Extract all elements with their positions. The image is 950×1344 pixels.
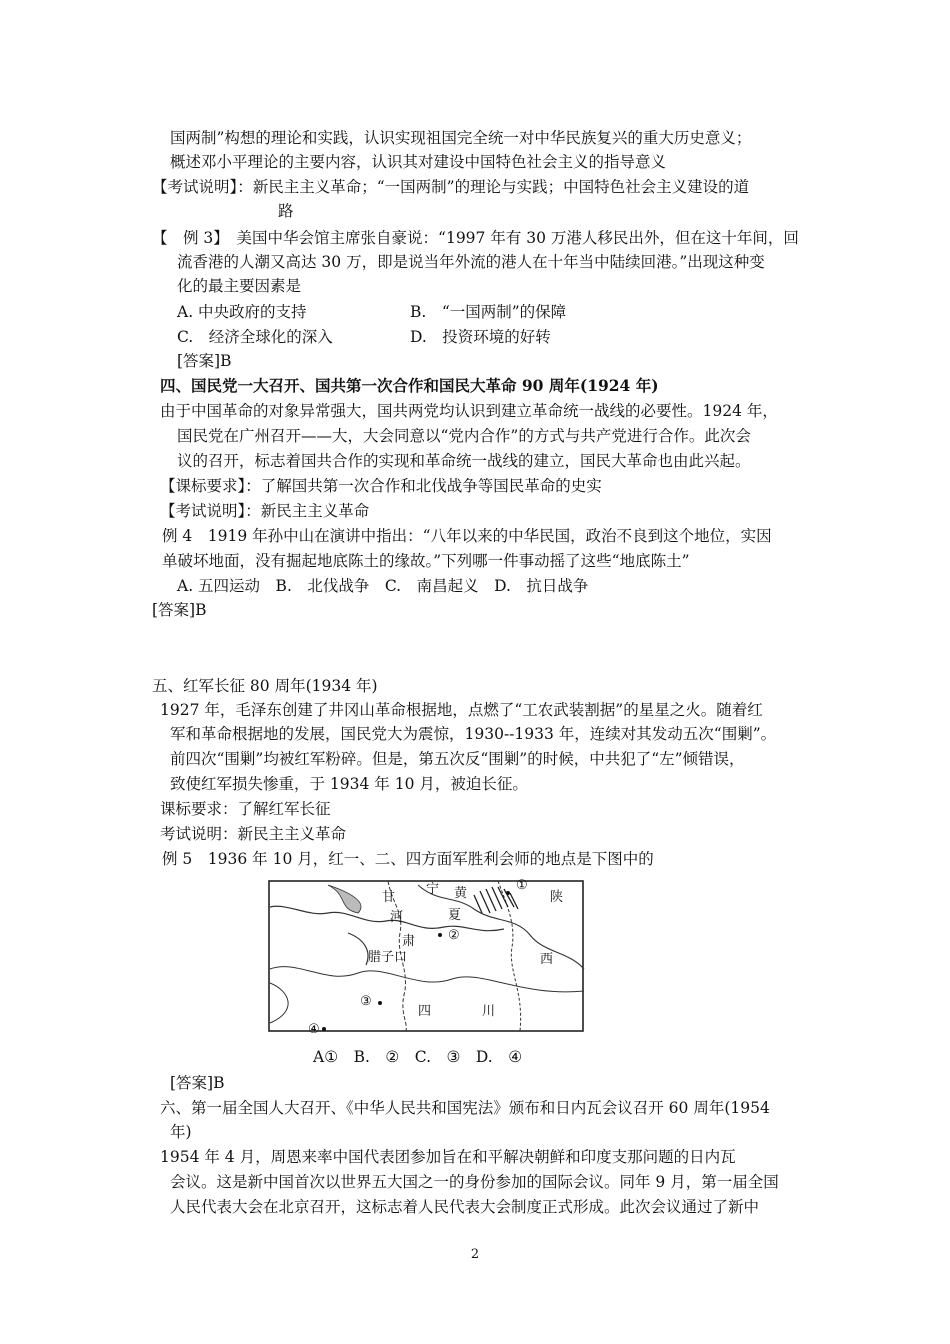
example-4-question: 例 4 1919 年孙中山在演讲中指出：“八年以来的中华民国，政治不良到这个地位，实因 <box>162 527 772 545</box>
section-5-para-4: 致使红军损失惨重，于 1934 年 10 月，被迫长征。 <box>170 775 528 793</box>
example-3-question-2: 流香港的人潮又高达 30 万，即是说当年外流的港人在十年当中陆续回港。”出现这种变 <box>177 253 765 271</box>
section-5-title: 五、红军长征 80 周年(1934 年) <box>152 677 378 695</box>
section-6-para-1: 1954 年 4 月，周恩来率中国代表团参加旨在和平解决朝鲜和印度支那问题的日内瓦 <box>160 1148 736 1166</box>
map-label-lazikou: 腊子口 <box>368 950 408 965</box>
section-6-title-cont: 年) <box>170 1123 192 1141</box>
example-3-option-a: A. 中央政府的支持 <box>177 303 307 321</box>
map-marker-4: ④ <box>308 1022 320 1033</box>
section-4-title: 四、国民党一大召开、国共第一次合作和国民大革命 90 周年(1924 年) <box>160 376 659 395</box>
section-4-exam: 【考试说明】：新民主主义革命 <box>160 502 370 520</box>
map-label-shaan: 陕 <box>550 890 564 905</box>
example-4-answer: [答案]B <box>152 601 207 619</box>
line-1: 国两制”构想的理论和实践，认识实现祖国完全统一对中华民族复兴的重大历史意义； <box>170 129 752 147</box>
map-label-chuan: 川 <box>482 1004 496 1019</box>
example-5-answer: [答案]B <box>170 1074 225 1092</box>
exam-note: 【考试说明】：新民主主义革命；“一国两制”的理论与实践；中国特色社会主义建设的道 <box>152 178 750 196</box>
example-3-option-b: B. “一国两制”的保障 <box>410 303 567 321</box>
section-4-para-2: 国民党在广州召开——大，大会同意以“党内合作”的方式与共产党进行合作。此次会 <box>177 427 751 445</box>
exam-note-cont: 路 <box>278 202 294 220</box>
map-marker-1: ① <box>516 878 528 893</box>
section-4-para-3: 议的召开，标志着国共合作的实现和革命统一战线的建立，国民大革命也由此兴起。 <box>177 452 751 470</box>
example-3-answer: [答案]B <box>177 352 232 370</box>
example-5-options: A① B. ② C. ③ D. ④ <box>313 1048 523 1066</box>
map-label-xi: 西 <box>540 952 554 967</box>
page-number: 2 <box>470 1247 480 1262</box>
example-3-question-3: 化的最主要因素是 <box>177 277 302 295</box>
section-5-para-1: 1927 年，毛泽东创建了井冈山革命根据地，点燃了“工农武装割据”的星星之火。随着红 <box>160 701 763 719</box>
section-4-para-1: 由于中国革命的对象异常强大，国共两党均认识到建立革命统一战线的必要性。1924 年， <box>160 402 778 420</box>
map-label-su: 肃 <box>402 934 416 949</box>
example-3-option-d: D. 投资环境的好转 <box>410 328 551 346</box>
long-march-map <box>268 873 586 1033</box>
map-label-gan: 甘 <box>382 890 396 905</box>
map-label-xia: 夏 <box>448 908 462 923</box>
section-4-requirement: 【课标要求】：了解国共第一次合作和北伐战争等国民革命的史实 <box>160 477 602 495</box>
section-5-para-2: 军和革命根据地的发展，国民党大为震惊，1930--1933 年，连续对其发动五次“围剿”。 <box>170 725 777 743</box>
example-4-question-2: 单破坏地面，没有掘起地底陈土的缘故。”下列哪一件事动摇了这些“地底陈土” <box>162 552 690 570</box>
section-6-para-2: 会议。这是新中国首次以世界五大国之一的身份参加的国际会议。同年 9 月，第一届全国 <box>170 1173 779 1191</box>
map-label-si: 四 <box>418 1004 432 1019</box>
section-6-para-3: 人民代表大会在北京召开，这标志着人民代表大会制度正式形成。此次会议通过了新中 <box>170 1198 760 1216</box>
map-marker-3: ③ <box>360 994 372 1009</box>
example-5-question: 例 5 1936 年 10 月，红一、二、四方面军胜利会师的地点是下图中的 <box>162 850 654 868</box>
example-3-question: 【 例 3】 美国中华会馆主席张自豪说：“1997 年有 30 万港人移民出外，但在这十年间，回 <box>152 229 799 247</box>
section-5-exam: 考试说明：新民主主义革命 <box>160 825 347 843</box>
example-4-options: A. 五四运动 B. 北伐战争 C. 南昌起义 D. 抗日战争 <box>177 577 589 595</box>
map-label-he: 河 <box>390 910 404 925</box>
line-2: 概述邓小平理论的主要内容，认识其对建设中国特色社会主义的指导意义 <box>170 153 667 171</box>
section-5-requirement: 课标要求：了解红军长征 <box>160 800 331 818</box>
section-5-para-3: 前四次“围剿”均被红军粉碎。但是，第五次反“围剿”的时候，中共犯了“左”倾错误， <box>170 750 745 768</box>
section-6-title: 六、第一届全国人大召开、《中华人民共和国宪法》颁布和日内瓦会议召开 60 周年(1954 <box>160 1099 770 1117</box>
map-label-huang: 黄 <box>454 886 468 901</box>
example-3-option-c: C. 经济全球化的深入 <box>177 328 333 346</box>
map-marker-2: ② <box>448 928 460 943</box>
map-label-ning: 宁 <box>426 882 440 897</box>
